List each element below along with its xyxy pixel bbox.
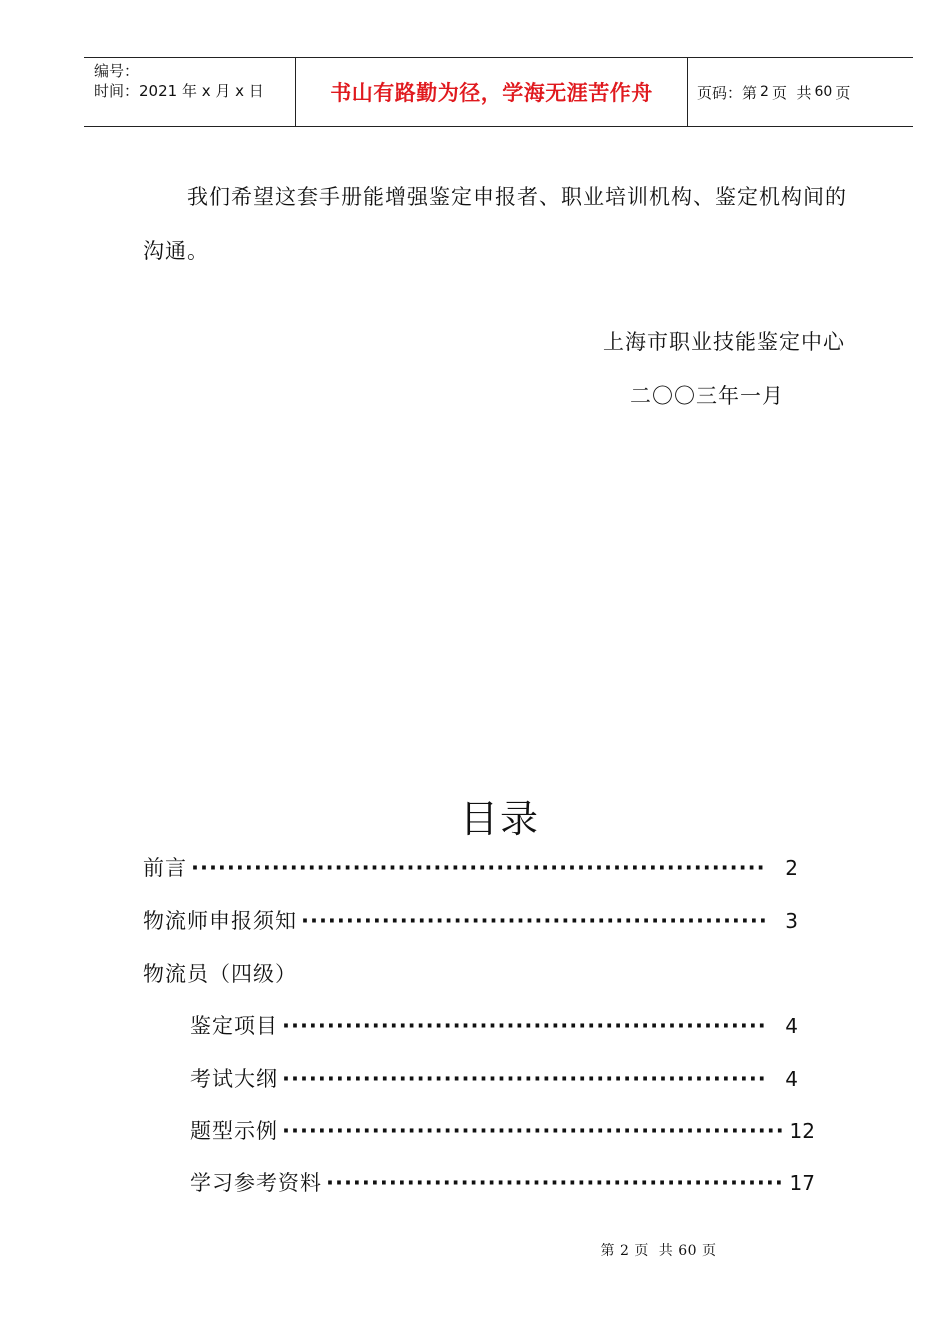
toc-leader-dots [282, 1014, 766, 1038]
toc-item-page: 17 [789, 1171, 815, 1195]
toc-item-label: 考试大纲 [190, 1067, 278, 1091]
toc-item-page: 12 [789, 1119, 815, 1143]
header-page-prefix: 页码：第 [697, 83, 758, 102]
toc-item-page: 4 [785, 1014, 798, 1038]
toc-item-page: 2 [785, 856, 798, 880]
toc-leader-dots [282, 1119, 783, 1143]
toc-item-reference-materials[interactable] [190, 1167, 815, 1197]
toc-title: 目录 [459, 797, 540, 841]
toc-item-assessment-items[interactable] [190, 1010, 798, 1040]
toc-item-application-notes[interactable] [143, 905, 798, 935]
header-page-middle: 页 共 [771, 83, 812, 102]
toc-item-preface[interactable] [143, 852, 798, 882]
toc-leader-dots [191, 856, 766, 880]
header-page-total: 60 [814, 84, 833, 100]
time-label: 时间：2021 年 x 月 x 日 [94, 82, 264, 100]
toc-item-exam-outline[interactable] [190, 1063, 798, 1093]
footer-page-current: 2 [619, 1243, 630, 1259]
toc-leader-dots [282, 1067, 766, 1091]
header-page-suffix: 页 [835, 83, 851, 102]
footer-page-prefix: 第 [600, 1243, 616, 1259]
serial-number-label: 编号： [94, 62, 140, 80]
toc-section-label: 物流员（四级） [143, 962, 297, 986]
header-motto: 书山有路勤为径，学海无涯苦作舟 [330, 81, 653, 105]
header-page-cell [688, 58, 913, 126]
toc-item-label: 学习参考资料 [190, 1171, 322, 1195]
toc-item-page: 3 [785, 909, 798, 933]
header-page-current: 2 [760, 84, 769, 100]
signature-date: 二〇〇三年一月 [630, 384, 784, 408]
header-meta-cell [84, 58, 296, 126]
toc-item-page: 4 [785, 1067, 798, 1091]
page-footer [0, 1240, 950, 1260]
header-motto-cell [296, 58, 688, 126]
footer-page-middle: 页 共 [634, 1243, 674, 1259]
toc-item-label: 鉴定项目 [190, 1014, 278, 1038]
toc-leader-dots [301, 909, 766, 933]
toc-section-logistics-level4[interactable] [143, 958, 543, 988]
body-paragraph: 我们希望这套手册能增强鉴定申报者、职业培训机构、鉴定机构间的沟通。 [143, 185, 847, 263]
toc-item-label: 题型示例 [190, 1119, 278, 1143]
toc-item-question-examples[interactable] [190, 1115, 815, 1145]
signature-organization: 上海市职业技能鉴定中心 [603, 330, 845, 354]
toc-item-label: 前言 [143, 856, 187, 880]
toc-leader-dots [326, 1171, 783, 1195]
footer-page-total: 60 [678, 1243, 698, 1259]
toc-item-label: 物流师申报须知 [143, 909, 297, 933]
footer-page-suffix: 页 [701, 1243, 717, 1259]
page-header [84, 57, 913, 127]
